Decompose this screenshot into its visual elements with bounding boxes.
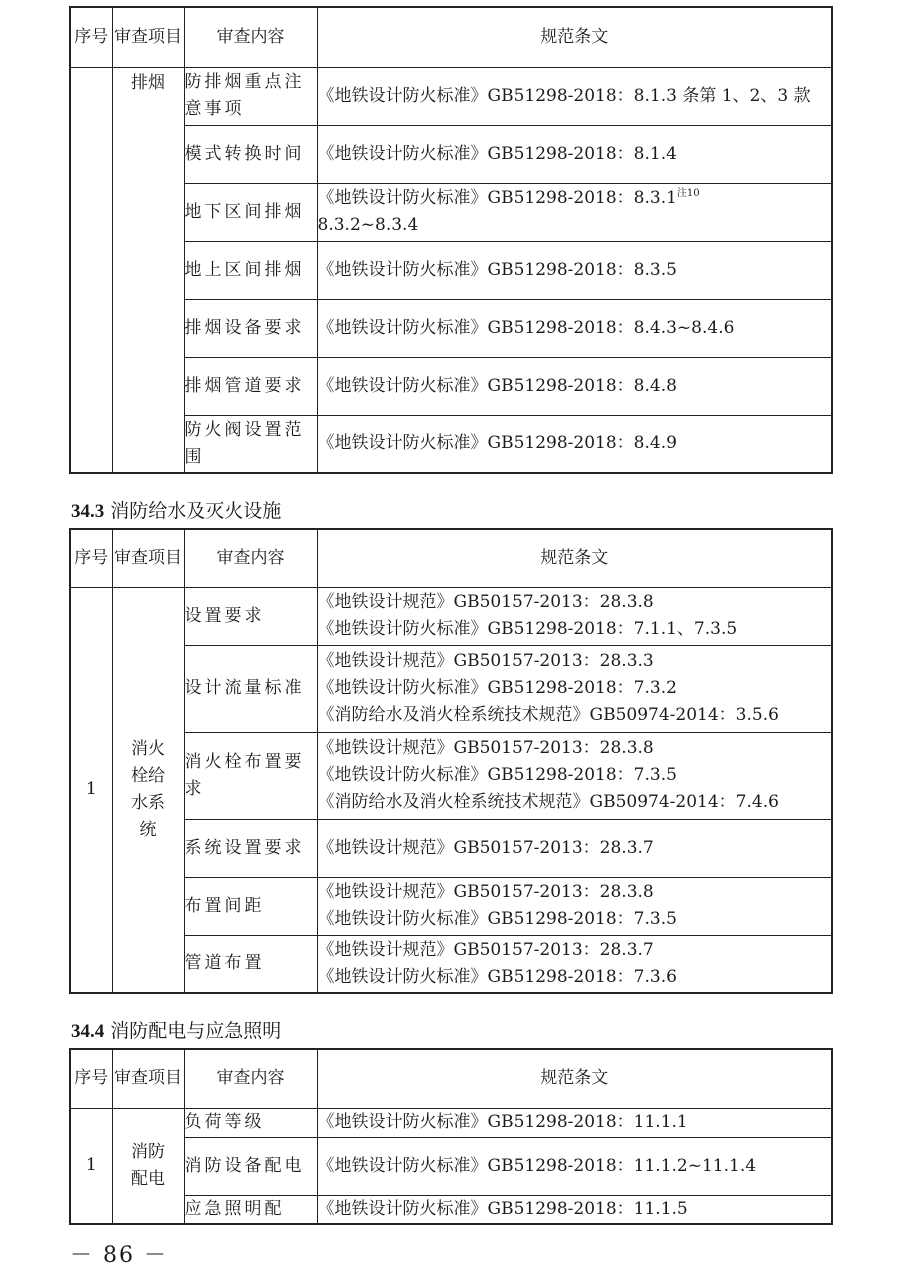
group-item: 消防配电 bbox=[112, 1108, 184, 1224]
spec-reference bbox=[317, 1195, 832, 1224]
ref-line: 《地铁设计防火标准》GB51298-2018：7.3.5 bbox=[317, 909, 677, 929]
spec-reference bbox=[317, 645, 832, 732]
fire-water-table bbox=[69, 528, 833, 994]
ref-line: 《地铁设计防火标准》GB51298-2018：8.4.9 bbox=[317, 433, 677, 454]
header-content: 审查内容 bbox=[184, 1049, 317, 1108]
ref-line: 《地铁设计防火标准》GB51298-2018：7.1.1、7.3.5 bbox=[317, 619, 738, 639]
table-row bbox=[70, 732, 832, 819]
group-item: 排烟 bbox=[112, 67, 184, 473]
header-ref: 规范条文 bbox=[317, 529, 832, 587]
review-content: 设计流量标准 bbox=[184, 645, 317, 732]
footnote-marker: 注10 bbox=[676, 188, 700, 199]
review-content: 模式转换时间 bbox=[184, 125, 317, 183]
ref-line: 《地铁设计防火标准》GB51298-2018：7.3.6 bbox=[317, 966, 677, 987]
header-no: 序号 bbox=[70, 7, 112, 67]
table-header-row bbox=[70, 529, 832, 587]
ref-line-with-note bbox=[318, 185, 832, 212]
table-row bbox=[70, 1195, 832, 1224]
review-content: 应急照明配 bbox=[184, 1195, 317, 1224]
review-content: 管道布置 bbox=[184, 935, 317, 993]
group-no bbox=[70, 67, 112, 473]
smoke-exhaust-table bbox=[69, 6, 833, 474]
header-content: 审查内容 bbox=[184, 529, 317, 587]
table-row bbox=[70, 645, 832, 732]
spec-reference bbox=[317, 1108, 832, 1137]
table-row bbox=[70, 877, 832, 935]
group-item: 消火栓给水系统 bbox=[112, 587, 184, 993]
ref-line: 《地铁设计规范》GB50157-2013：28.3.7 bbox=[317, 837, 654, 858]
spec-reference bbox=[317, 1137, 832, 1195]
ref-line: 《地铁设计防火标准》GB51298-2018：8.3.1 bbox=[317, 188, 677, 208]
review-content: 消火栓布置要求 bbox=[184, 732, 317, 819]
review-content: 地下区间排烟 bbox=[184, 183, 317, 241]
table-row bbox=[70, 67, 832, 125]
section-heading-fire-water bbox=[71, 499, 281, 524]
ref-line: 《地铁设计防火标准》GB51298-2018：8.4.3~8.4.6 bbox=[317, 317, 735, 338]
header-ref: 规范条文 bbox=[317, 7, 832, 67]
section-number: 34.4 bbox=[71, 1021, 105, 1042]
table-row bbox=[70, 587, 832, 645]
spec-reference bbox=[317, 67, 832, 125]
table-row bbox=[70, 1137, 832, 1195]
review-content: 防火阀设置范围 bbox=[184, 415, 317, 473]
group-no: 1 bbox=[70, 1108, 112, 1224]
ref-line: 《地铁设计防火标准》GB51298-2018：11.1.5 bbox=[317, 1198, 688, 1219]
ref-line: 《地铁设计规范》GB50157-2013：28.3.8 bbox=[317, 738, 654, 758]
table-row bbox=[70, 1108, 832, 1137]
review-content: 布置间距 bbox=[184, 877, 317, 935]
ref-line: 《地铁设计规范》GB50157-2013：28.3.3 bbox=[317, 651, 654, 671]
table-row bbox=[70, 935, 832, 993]
header-no: 序号 bbox=[70, 529, 112, 587]
section-heading-fire-power bbox=[71, 1019, 281, 1044]
header-item: 审查项目 bbox=[112, 1049, 184, 1108]
ref-line: 《地铁设计防火标准》GB51298-2018：8.3.5 bbox=[317, 259, 677, 280]
ref-line: 《地铁设计规范》GB50157-2013：28.3.8 bbox=[317, 882, 654, 902]
spec-reference bbox=[317, 357, 832, 415]
review-content: 负荷等级 bbox=[184, 1108, 317, 1137]
review-content: 排烟设备要求 bbox=[184, 299, 317, 357]
fire-power-table bbox=[69, 1048, 833, 1225]
ref-line: 《地铁设计防火标准》GB51298-2018：8.4.8 bbox=[317, 375, 677, 396]
table-header-row bbox=[70, 7, 832, 67]
header-no: 序号 bbox=[70, 1049, 112, 1108]
spec-reference bbox=[317, 241, 832, 299]
table-row bbox=[70, 819, 832, 877]
review-content: 设置要求 bbox=[184, 587, 317, 645]
header-ref: 规范条文 bbox=[317, 1049, 832, 1108]
ref-line: 《地铁设计防火标准》GB51298-2018：7.3.5 bbox=[317, 765, 677, 785]
ref-line: 《消防给水及消火栓系统技术规范》GB50974-2014：3.5.6 bbox=[317, 705, 779, 725]
ref-line: 《地铁设计规范》GB50157-2013：28.3.7 bbox=[317, 939, 654, 960]
ref-line: 8.3.2~8.3.4 bbox=[317, 215, 419, 235]
review-content: 系统设置要求 bbox=[184, 819, 317, 877]
ref-line: 《地铁设计防火标准》GB51298-2018：8.1.3 条第 1、2、3 款 bbox=[317, 85, 811, 106]
spec-reference bbox=[317, 587, 832, 645]
table-row bbox=[70, 299, 832, 357]
table-row bbox=[70, 183, 832, 241]
review-content: 排烟管道要求 bbox=[184, 357, 317, 415]
table-row bbox=[70, 357, 832, 415]
spec-reference bbox=[317, 415, 832, 473]
table-row bbox=[70, 415, 832, 473]
section-title: 消防给水及灭火设施 bbox=[110, 500, 282, 522]
section-number: 34.3 bbox=[71, 501, 105, 522]
spec-reference bbox=[317, 125, 832, 183]
review-content: 防排烟重点注意事项 bbox=[184, 67, 317, 125]
ref-line: 《地铁设计防火标准》GB51298-2018：8.1.4 bbox=[317, 143, 677, 164]
header-content: 审查内容 bbox=[184, 7, 317, 67]
header-item: 审查项目 bbox=[112, 7, 184, 67]
ref-line: 《地铁设计防火标准》GB51298-2018：7.3.2 bbox=[317, 678, 677, 698]
table-row bbox=[70, 241, 832, 299]
section-title: 消防配电与应急照明 bbox=[110, 1020, 282, 1042]
ref-line: 《地铁设计规范》GB50157-2013：28.3.8 bbox=[317, 592, 654, 612]
review-content: 消防设备配电 bbox=[184, 1137, 317, 1195]
spec-reference bbox=[317, 935, 832, 993]
header-item: 审查项目 bbox=[112, 529, 184, 587]
page-number: － 86 － bbox=[70, 1243, 168, 1268]
ref-line: 《地铁设计防火标准》GB51298-2018：11.1.2~11.1.4 bbox=[317, 1155, 757, 1176]
spec-reference bbox=[317, 732, 832, 819]
review-content: 地上区间排烟 bbox=[184, 241, 317, 299]
spec-reference bbox=[317, 299, 832, 357]
group-no: 1 bbox=[70, 587, 112, 993]
table-header-row bbox=[70, 1049, 832, 1108]
spec-reference bbox=[317, 877, 832, 935]
ref-line: 《地铁设计防火标准》GB51298-2018：11.1.1 bbox=[317, 1112, 688, 1132]
spec-reference bbox=[317, 819, 832, 877]
spec-reference bbox=[317, 183, 832, 241]
table-row bbox=[70, 125, 832, 183]
ref-line: 《消防给水及消火栓系统技术规范》GB50974-2014：7.4.6 bbox=[317, 792, 779, 812]
